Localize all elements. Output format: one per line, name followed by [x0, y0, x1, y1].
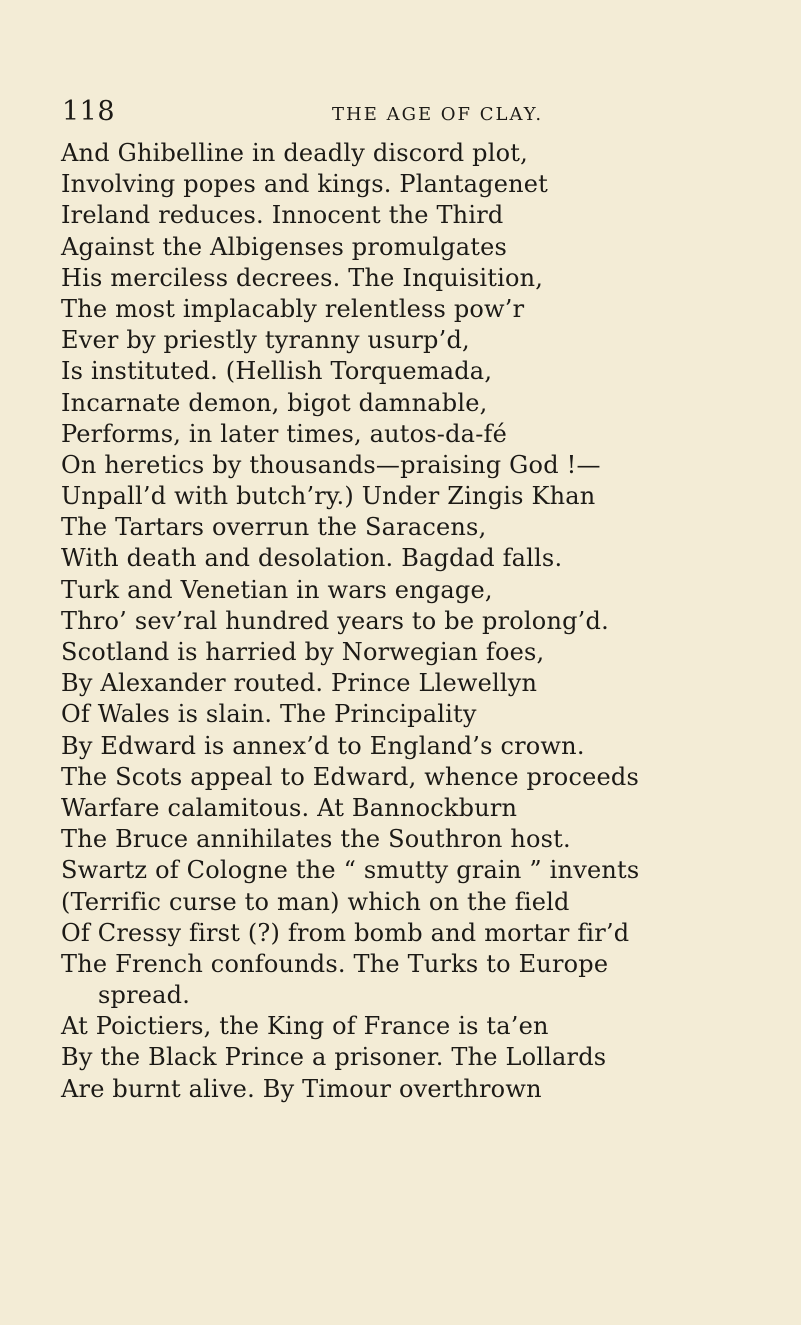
verse-line: On heretics by thousands—praising God !— — [61, 450, 601, 479]
verse-line: Are burnt alive. By Timour overthrown — [61, 1074, 542, 1103]
verse-body — [61, 138, 781, 1105]
verse-line: With death and desolation. Bagdad falls. — [61, 544, 563, 573]
verse-line: And Ghibelline in deadly discord plot, — [61, 139, 528, 167]
verse-line: (Terrific curse to man) which on the field — [61, 887, 570, 916]
verse-line: Incarnate demon, bigot damnable, — [61, 388, 488, 417]
verse-line: Is instituted. (Hellish Torquemada, — [61, 357, 493, 386]
verse-line: Ever by priestly tyranny usurp’d, — [61, 326, 470, 355]
verse-line: Against the Albigenses promulgates — [61, 232, 508, 261]
verse-line: By Edward is annex’d to England’s crown. — [61, 731, 585, 760]
verse-line: At Poictiers, the King of France is ta’en — [61, 1012, 549, 1041]
verse-line: The French confounds. The Turks to Europe — [61, 949, 609, 978]
verse-line-continuation: spread. — [98, 981, 191, 1010]
verse-line: Scotland is harried by Norwegian foes, — [61, 638, 545, 666]
verse-line: By Alexander routed. Prince Llewellyn — [61, 669, 538, 698]
verse-line: His merciless decrees. The Inquisition, — [61, 263, 544, 292]
verse-line: Of Cressy first (?) from bomb and mortar fir’d — [61, 918, 630, 947]
verse-line: The Bruce annihilates the Southron host. — [61, 825, 571, 854]
verse-line: Unpall’d with butch’ry.) Under Zingis Khan — [61, 482, 596, 511]
verse-line: The Tartars overrun the Saracens, — [61, 513, 487, 542]
verse-line: The most implacably relentless pow’r — [61, 294, 525, 323]
verse-line: Performs, in later times, autos-da-fé — [61, 419, 507, 448]
page-number: 118 — [62, 96, 116, 127]
verse-line: Involving popes and kings. Plantagenet — [61, 170, 549, 199]
verse-line: By the Black Prince a prisoner. The Lollards — [61, 1043, 607, 1072]
verse-line: Thro’ sev’ral hundred years to be prolong’d. — [61, 606, 609, 635]
verse-line: Turk and Venetian in wars engage, — [61, 575, 493, 604]
running-title: THE AGE OF CLAY. — [332, 104, 544, 125]
page-header — [62, 96, 762, 132]
verse-line: Swartz of Cologne the “ smutty grain ” invents — [61, 856, 640, 885]
verse-line: Ireland reduces. Innocent the Third — [61, 201, 504, 230]
verse-line: The Scots appeal to Edward, whence proceeds — [61, 762, 639, 791]
verse-line: Warfare calamitous. At Bannockburn — [61, 793, 518, 822]
verse-line: Of Wales is slain. The Principality — [61, 700, 477, 729]
